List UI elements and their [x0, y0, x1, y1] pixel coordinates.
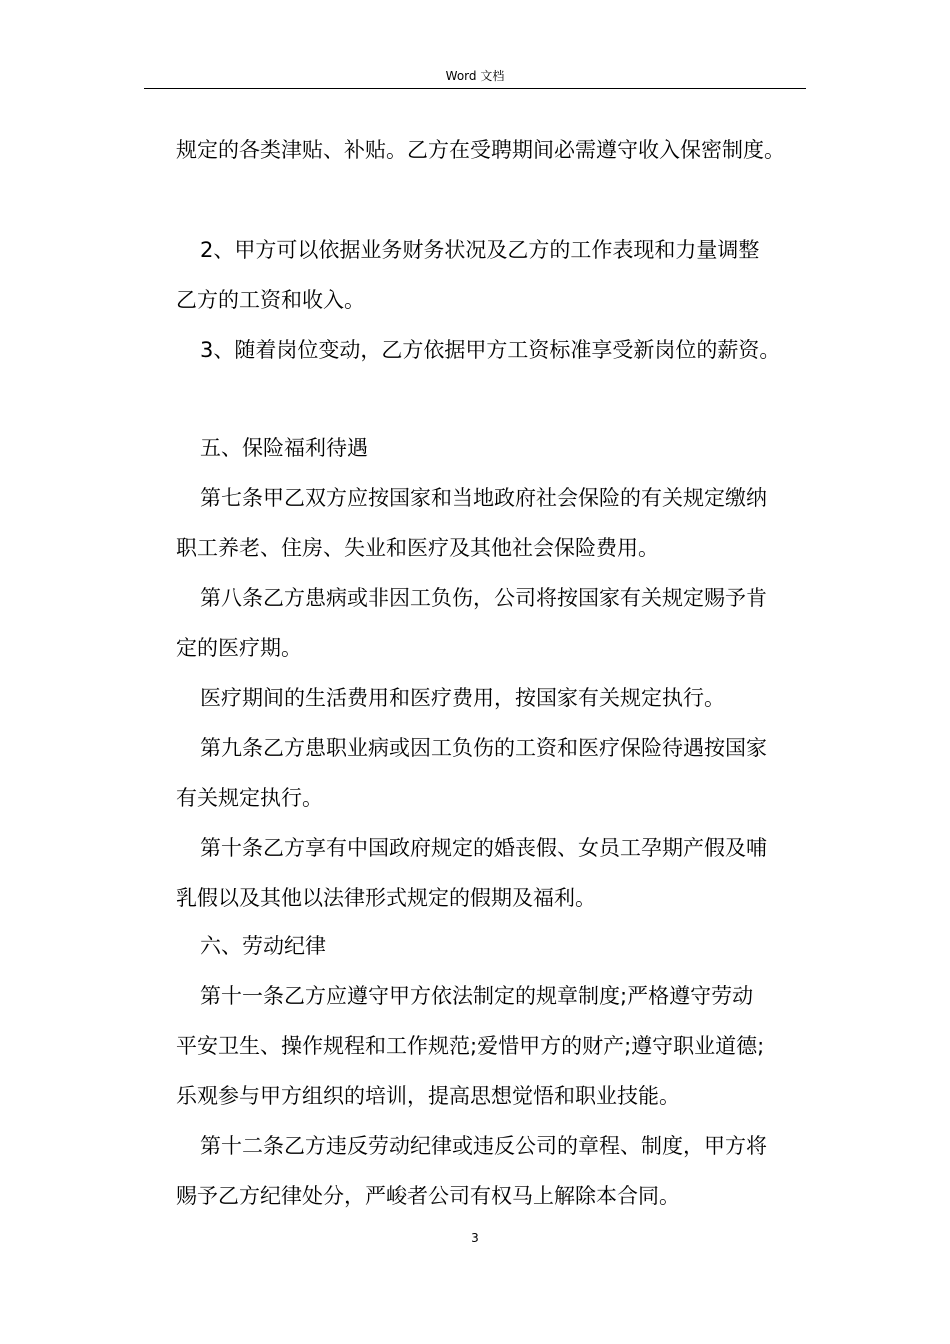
paragraph-line: 有关规定执行。 [176, 786, 323, 810]
paragraph-line: 2、甲方可以依据业务财务状况及乙方的工作表现和力量调整 [200, 238, 760, 262]
paragraph-line: 乳假以及其他以法律形式规定的假期及福利。 [176, 886, 596, 910]
paragraph-line: 第七条甲乙双方应按国家和当地政府社会保险的有关规定缴纳 [200, 486, 767, 510]
paragraph-line: 3、随着岗位变动，乙方依据甲方工资标准享受新岗位的薪资。 [200, 338, 781, 362]
paragraph-line: 第十条乙方享有中国政府规定的婚丧假、女员工孕期产假及哺 [200, 836, 767, 860]
paragraph-line: 乐观参与甲方组织的培训，提高思想觉悟和职业技能。 [176, 1084, 680, 1108]
paragraph-line: 第十一条乙方应遵守甲方依法制定的规章制度;严格遵守劳动 [200, 984, 754, 1008]
paragraph-line: 规定的各类津贴、补贴。乙方在受聘期间必需遵守收入保密制度。 [176, 138, 785, 162]
section-heading: 五、保险福利待遇 [200, 436, 368, 460]
section-heading: 六、劳动纪律 [200, 934, 326, 958]
paragraph-line: 平安卫生、操作规程和工作规范;爱惜甲方的财产;遵守职业道德; [176, 1034, 765, 1058]
paragraph-line: 定的医疗期。 [176, 636, 302, 660]
paragraph-line: 第九条乙方患职业病或因工负伤的工资和医疗保险待遇按国家 [200, 736, 767, 760]
header-divider [144, 88, 806, 89]
paragraph-line: 职工养老、住房、失业和医疗及其他社会保险费用。 [176, 536, 659, 560]
paragraph-line: 赐予乙方纪律处分，严峻者公司有权马上解除本合同。 [176, 1184, 680, 1208]
paragraph-line: 乙方的工资和收入。 [176, 288, 365, 312]
page-number: 3 [471, 1231, 479, 1245]
paragraph-line: 第八条乙方患病或非因工负伤，公司将按国家有关规定赐予肯 [200, 586, 767, 610]
header-title: Word 文档 [445, 69, 505, 83]
paragraph-line: 医疗期间的生活费用和医疗费用，按国家有关规定执行。 [200, 686, 725, 710]
paragraph-line: 第十二条乙方违反劳动纪律或违反公司的章程、制度，甲方将 [200, 1134, 767, 1158]
